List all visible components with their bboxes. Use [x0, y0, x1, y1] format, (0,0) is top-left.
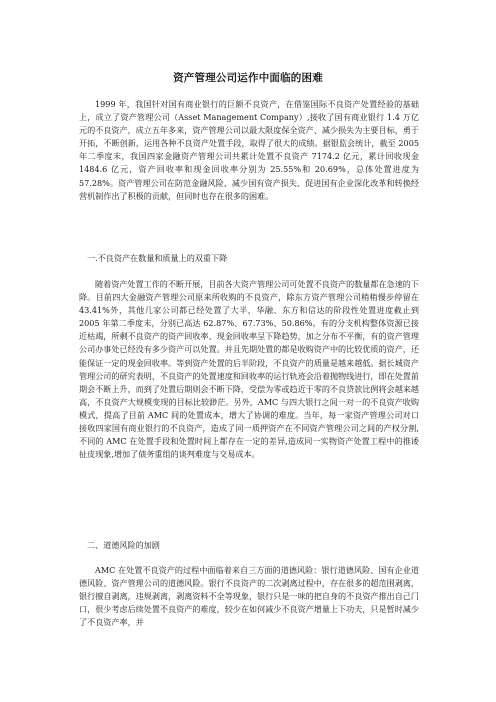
section-1-paragraph: 随着资产处置工作的不断开展，目前各大资产管理公司可处置不良资产的数量都在急速的下降。目前四大金融资产管理公司原来所收购的不良资产，除东方资产管理公司稍稍慢步停留在 43.41%外，其他几家公司都已经处置了大半，华融、东方和信达的阶段性处置进度截止到 2005 年第二季度末，分别已高达 62.87%、67.73%、50.86%。有的分支机构整体资源已接近枯竭，所剩不良资产的资产回收率、现金回收率呈下降趋势，加之分布不平衡，有的资产管理公司办事处已经没有多少资产可以处置。并且先期处置的都是收购资产中的比较优质的资产，还能保证一定的现金回收率。等到资产处置的后半阶段，不良资产的质量是越来越低。据长城资产管理公司的研究表明，不良资产的处置速度和回收率的运行轨迹会沿着抛物线进行，即在处置前期会不断上升，而到了处置后期则会不断下降，受偿为零或趋近于零的不良贷款比例将会越来越高，不良资产大规模变现的目标比较渺茫。另外，AMC 与四大银行之间一对一的不良资产收购模式，提高了目前 AMC 间的处置成本，增大了协调的难度。当年，每一家资产管理公司对口接收四家国有商业银行的不良资产，造成了同一质押资产在不同资产管理公司之间的产权分割,不同的 AMC 在处置手段和处置时间上都存在一定的差异,造成同一实物资产处置工程中的推诿扯皮现象,增加了债务重组的谈判难度与交易成本。	[79, 279, 419, 460]
intro-paragraph: 1999 年，我国针对国有商业银行的巨额不良资产，在借鉴国际不良资产处置经验的基础上，成立了资产管理公司（Asset Management Company）,接收了国有商业银行 1.4 万亿元的不良资产，成立五年多来，资产管理公司以最大限度保全资产、减少损失为主要目标，勇于开拓，不断创新，运用各种不良资产处置手段，取得了很大的成绩。据银监会统计，截至 2005 年二季度末，我国四家金融资产管理公司共累计处置不良资产 7174.2 亿元，累计回收现金 1484.6 亿元，资产回收率和现金回收率分别为 25.55%和 20.69%，总体处置进度为 57.28%。资产管理公司在防范金融风险、减少国有资产损失、促进国有企业深化改革和转换经营机制作出了积极的贡献，但同时也存在很多的困难。	[79, 99, 419, 201]
document-title: 资产管理公司运作中面临的困难	[173, 72, 323, 84]
section-2-paragraph: AMC 在处置不良资产的过程中面临着来自三方面的道德风险：银行道德风险、国有企业道德风险、资产管理公司的道德风险。银行不良资产的二次剥离过程中，存在很多的超范围剥离，银行擅自剥离，违规剥离，剥离资料不全等现象，银行只是一味的把自身的不良资产推出自己门口，很少考虑后续处置不良资产的难度，较少在如何减少不良资产增量上下功夫，只是暂时减少了不良资产率，并	[79, 565, 419, 628]
section-heading-2: 二、道德风险的加剧	[87, 540, 160, 550]
section-heading-1: 一.不良资产在数量和质量上的双重下降	[87, 253, 228, 263]
